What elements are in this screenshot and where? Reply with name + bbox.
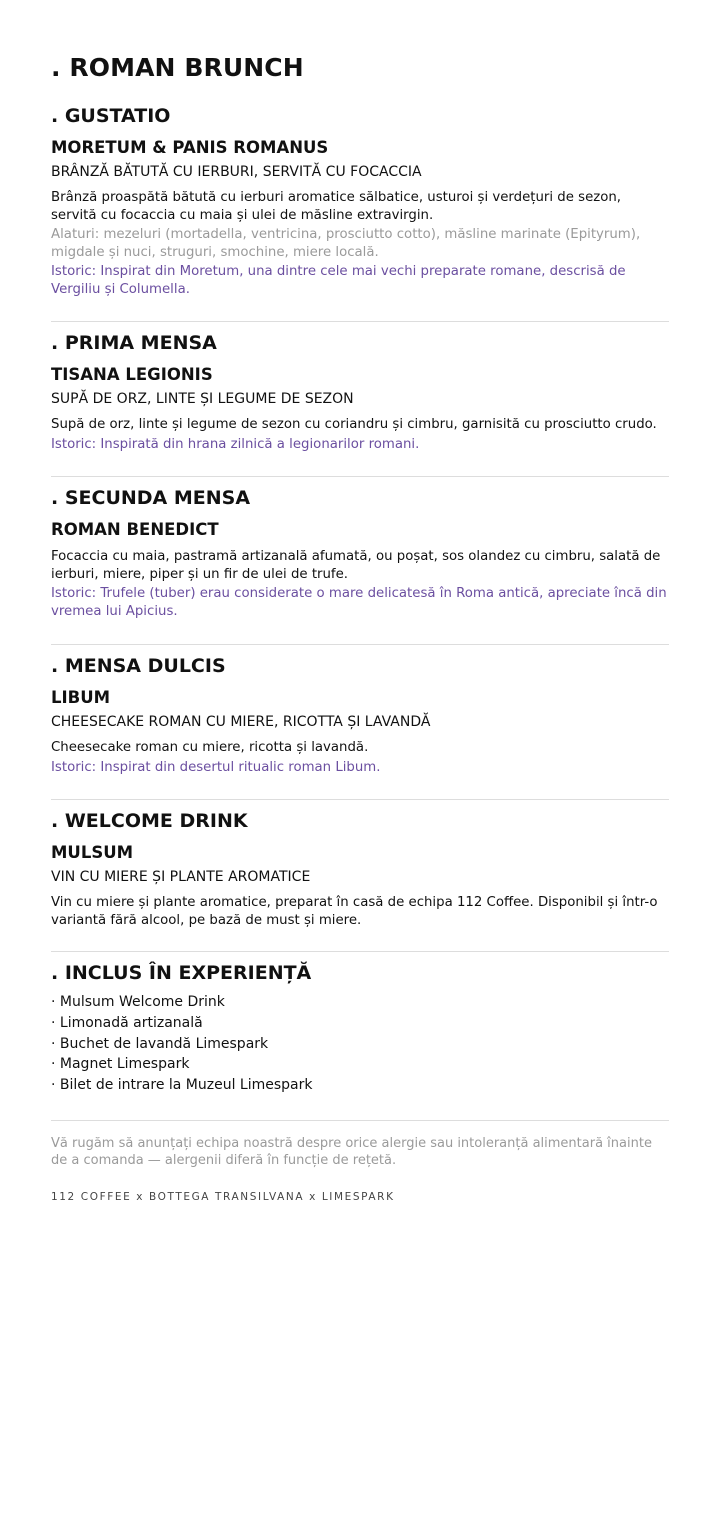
section-title: . GUSTATIO [51, 105, 171, 127]
dish-description: Brânză proaspătă bătută cu ierburi aromatice sălbatice, usturoi și verdețuri de sezon, servită cu focaccia cu maia și ulei de măsline extravirgin. [51, 190, 622, 223]
dish-name: LIBUM [51, 688, 111, 707]
section-gustatio [51, 103, 669, 298]
dish-description: Vin cu miere și plante aromatice, preparat în casă de echipa 112 Coffee. Disponibil și într-o variantă fără alcool, pe bază de must și miere. [51, 895, 658, 928]
section-divider [51, 951, 669, 952]
menu-title: . ROMAN BRUNCH [51, 53, 304, 82]
section-welcome-drink [51, 808, 669, 929]
dish-description: Cheesecake roman cu miere, ricotta și lavandă. [51, 740, 369, 755]
dish-name: MORETUM & PANIS ROMANUS [51, 138, 329, 157]
section-title: . SECUNDA MENSA [51, 487, 251, 509]
section-divider [51, 476, 669, 477]
dish-sides: Alaturi: mezeluri (mortadella, ventricina, prosciutto cotto), măsline marinate (Epityrum), migdale și nuci, struguri, smochine, miere locală. [51, 227, 641, 260]
section-divider [51, 321, 669, 322]
section-divider [51, 644, 669, 645]
list-item: · Limonadă artizanală [51, 1014, 203, 1031]
dish-history: Istoric: Inspirată din hrana zilnică a legionarilor romani. [51, 436, 420, 452]
section-divider [51, 799, 669, 800]
allergy-note: Vă rugăm să anunțați echipa noastră despre orice alergie sau intoleranță alimentară înainte de a comanda — alergenii diferă în funcție de rețetă. [51, 1135, 652, 1169]
list-item: · Mulsum Welcome Drink [51, 994, 225, 1010]
dish-subtitle: SUPĂ DE ORZ, LINTE ȘI LEGUME DE SEZON [51, 391, 354, 407]
section-mensa-dulcis [51, 653, 669, 776]
section-title: . MENSA DULCIS [51, 655, 226, 677]
dish-subtitle: BRÂNZĂ BĂTUTĂ CU IERBURI, SERVITĂ CU FOCACCIA [51, 164, 422, 180]
dish-name: TISANA LEGIONIS [51, 365, 213, 384]
section-secunda-mensa [51, 485, 669, 620]
dish-name: ROMAN BENEDICT [51, 520, 219, 539]
dish-description: Focaccia cu maia, pastramă artizanală afumată, ou poșat, sos olandez cu cimbru, salată de ierburi, miere, piper și un fir de ulei de trufe. [51, 549, 661, 582]
section-title: . WELCOME DRINK [51, 810, 248, 832]
brand-line: 112 COFFEE x BOTTEGA TRANSILVANA x LIMESPARK [51, 1190, 395, 1203]
dish-history: Istoric: Inspirat din desertul ritualic roman Libum. [51, 759, 381, 775]
dish-history: Istoric: Inspirat din Moretum, una dintre cele mai vechi preparate romane, descrisă de Vergiliu și Columella. [51, 264, 626, 297]
dish-subtitle: VIN CU MIERE ȘI PLANTE AROMATICE [51, 869, 311, 885]
section-title: . PRIMA MENSA [51, 332, 217, 354]
list-item: · Magnet Limespark [51, 1056, 190, 1073]
section-title: . INCLUS ÎN EXPERIENȚĂ [51, 962, 312, 984]
dish-name: MULSUM [51, 843, 134, 862]
dish-subtitle: CHEESECAKE ROMAN CU MIERE, RICOTTA ȘI LAVANDĂ [51, 714, 431, 730]
section-prima-mensa [51, 330, 669, 453]
list-item: · Bilet de intrare la Muzeul Limespark [51, 1077, 313, 1094]
section-included [51, 960, 669, 1096]
dish-description: Supă de orz, linte și legume de sezon cu coriandru și cimbru, garnisită cu prosciutto crudo. [51, 417, 657, 432]
dish-history: Istoric: Trufele (tuber) erau considerate o mare delicatesă în Roma antică, apreciate încă din vremea lui Apicius. [51, 586, 667, 619]
list-item: · Buchet de lavandă Limespark [51, 1035, 269, 1052]
included-list [51, 992, 669, 1096]
footer-divider [51, 1120, 669, 1121]
